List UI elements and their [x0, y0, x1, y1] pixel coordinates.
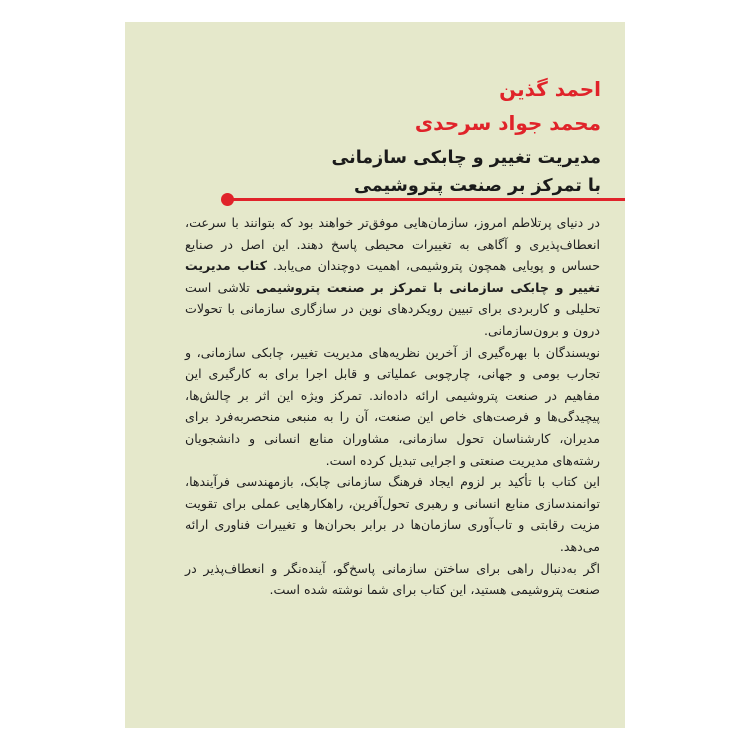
author-name-2: محمد جواد سرحدی: [414, 111, 601, 135]
red-divider-line: [227, 198, 625, 201]
book-back-cover: [125, 22, 625, 728]
paragraph-4: اگر به‌دنبال راهی برای ساختن سازمانی پاسخ‌گو، آینده‌نگر و انعطاف‌پذیر در صنعت پتروشیمی هستید، این کتاب برای شما نوشته شده است.: [185, 560, 600, 598]
blurb-text: [185, 212, 600, 601]
author-name-1: احمد گذین: [499, 77, 601, 101]
book-title-bold: کتاب مدیریت تغییر و چابکی سازمانی با تمرکز بر صنعت پتروشیمی: [185, 258, 600, 295]
paragraph-3: این کتاب با تأکید بر لزوم ایجاد فرهنگ سازمانی چابک، بازمهندسی فرآیندها، توانمندسازی منابع انسانی و رهبری تحول‌آفرین، راهکارهایی عملی برای تقویت مزیت رقابتی و تاب‌آوری سازمان‌ها در برابر بحران‌ها و تغییرات فناوری ارائه می‌دهد.: [185, 474, 600, 554]
paragraph-2: نویسندگان با بهره‌گیری از آخرین نظریه‌های مدیریت تغییر، چابکی سازمانی، و تجارب بومی و جهانی، چارچوبی عملیاتی و قابل اجرا برای به کارگیری این مفاهیم در صنعت پتروشیمی ارائه داده‌اند. تمرکز ویژه این اثر بر چالش‌ها، پیچیدگی‌ها و فرصت‌های خاص این صنعت، آن را به منبعی منحصربه‌فرد برای مدیران، کارشناسان تحول سازمانی، مشاوران منابع انسانی و دانشجویان رشته‌های مدیریت صنعتی و اجرایی تبدیل کرده است.: [185, 344, 600, 468]
book-title-line-2: با تمرکز بر صنعت پتروشیمی: [354, 176, 601, 196]
paragraph-1: [185, 212, 600, 342]
paragraph-1-rest: تلاشی است تحلیلی و کاربردی برای تبیین رویکردهای نوین در سازگاری سازمانی با تحولات درون و برون‌سازمانی.: [185, 279, 600, 338]
book-title-line-1: مدیریت تغییر و چابکی سازمانی: [331, 148, 601, 168]
header-block: [301, 72, 601, 200]
paragraph-1-intro: در دنیای پرتلاطم امروز، سازمان‌هایی موفق‌تر خواهند بود که بتوانند با سرعت، انعطاف‌پذیری و آگاهی به تغییرات محیطی پاسخ دهند. این اصل در صنایع حساس و پویایی همچون پتروشیمی، اهمیت دوچندان می‌یابد.: [185, 215, 600, 274]
red-dot-icon: [221, 193, 234, 206]
